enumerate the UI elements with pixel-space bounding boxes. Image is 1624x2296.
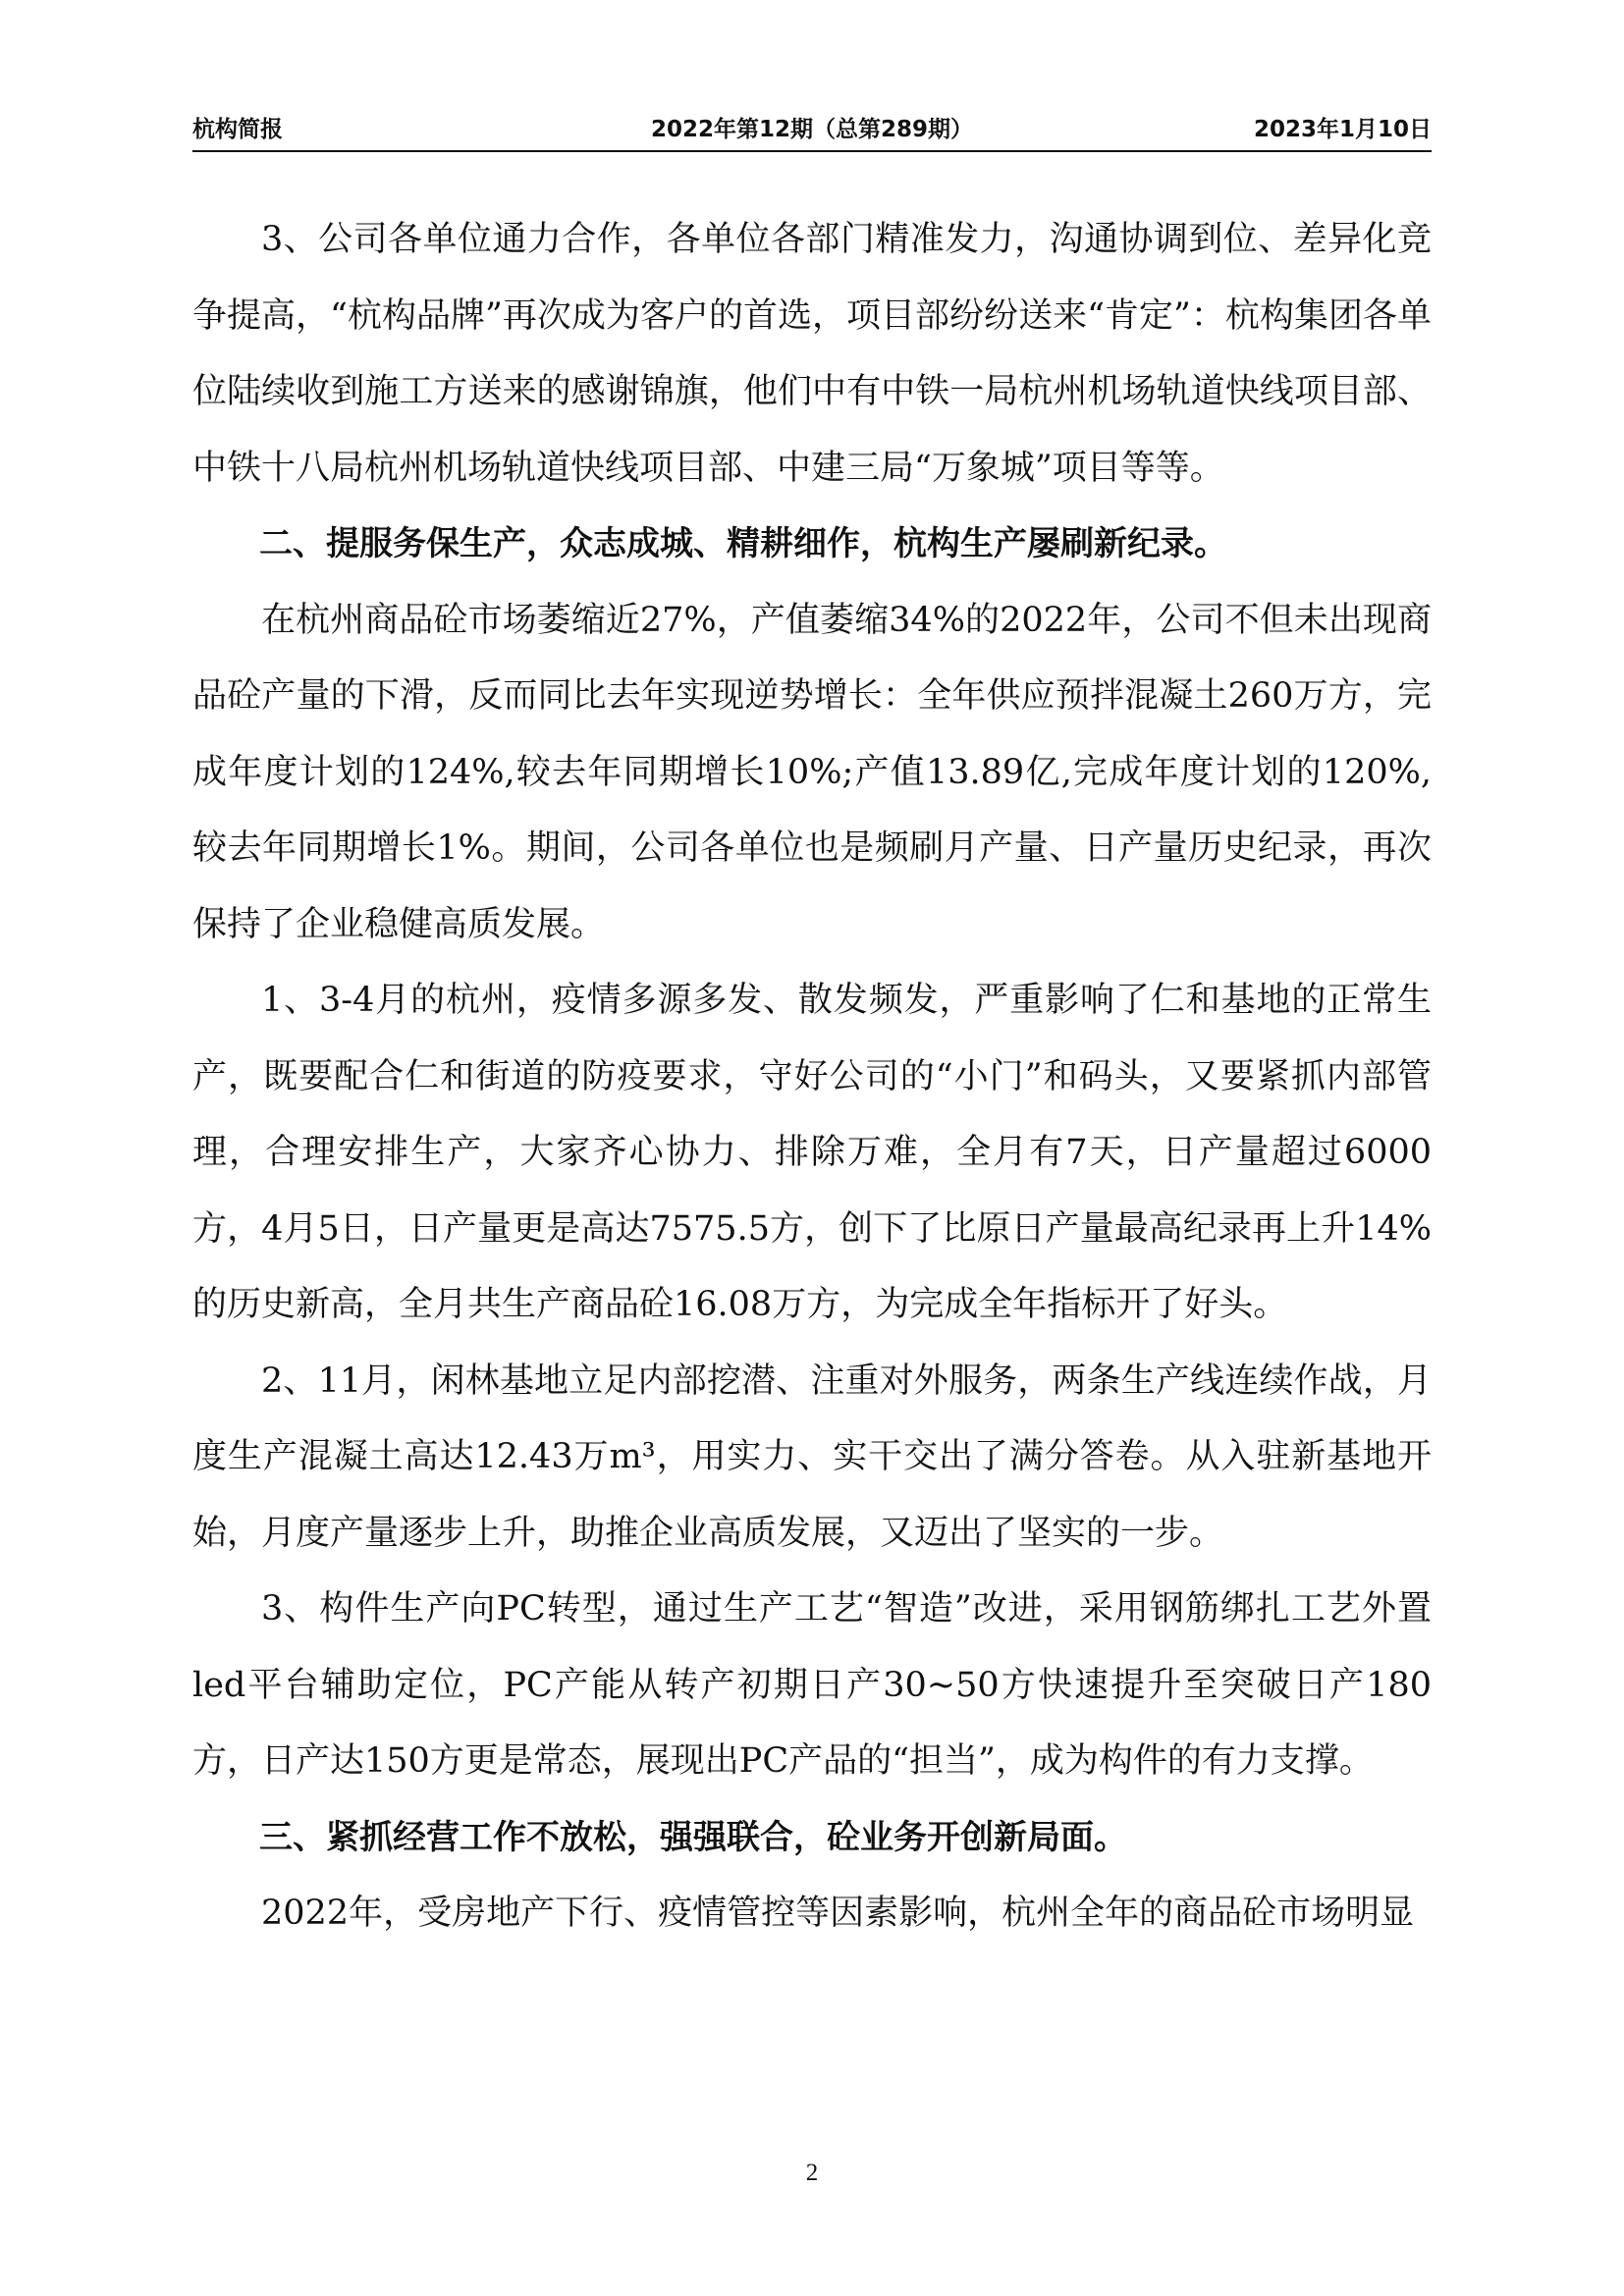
section-heading-production: 二、提服务保生产，众志成城、精耕细作，杭构生产屡刷新纪录。: [259, 524, 1227, 563]
issue-date: 2023年1月10日: [1253, 117, 1432, 142]
paragraph-renhe-base: 1、3-4月的杭州，疫情多源多发、散发频发，严重影响了仁和基地的正常生产，既要配合仁和街道的防疫要求，守好公司的“小门”和码头，又要紧抓内部管理，合理安排生产，大家齐心协力、排除万难，全月有7天，日产量超过6000方，4月5日，日产量更是高达7575.5方，创下了比原日产量最高纪录再上升14%的历史新高，全月共生产商品砼16.08万方，为完成全年指标开了好头。: [192, 981, 1432, 1324]
paragraph-pc-transformation: 3、构件生产向PC转型，通过生产工艺“智造”改进，采用钢筋绑扎工艺外置led平台辅助定位，PC产能从转产初期日产30~50方快速提升至突破日产180方，日产达150方更是常态，展现出PC产品的“担当”，成为构件的有力支撑。: [192, 1589, 1432, 1781]
paragraph-annual-output: 在杭州商品砼市场萎缩近27%，产值萎缩34%的2022年，公司不但未出现商品砼产量的下滑，反而同比去年实现逆势增长：全年供应预拌混凝土260万方，完成年度计划的124%,较去年同期增长10%;产值13.89亿,完成年度计划的120%,较去年同期增长1%。期间，公司各单位也是频刷月产量、日产量历史纪录，再次保持了企业稳健高质发展。: [192, 600, 1432, 944]
paragraph-market-2022: 2022年，受房地产下行、疫情管控等因素影响，杭州全年的商品砼市场明显: [261, 1894, 1415, 1933]
issue-number: 2022年第12期（总第289期）: [650, 117, 974, 142]
header-divider: [192, 150, 1432, 152]
bulletin-title: 杭构简报: [192, 117, 283, 142]
document-body: [192, 202, 1432, 1952]
paragraph-gratitude-banners: 3、公司各单位通力合作，各单位各部门精准发力，沟通协调到位、差异化竞争提高，“杭构品牌”再次成为客户的首选，项目部纷纷送来“肯定”：杭构集团各单位陆续收到施工方送来的感谢锦旗，他们中有中铁一局杭州机场轨道快线项目部、中铁十八局杭州机场轨道快线项目部、中建三局“万象城”项目等等。: [192, 220, 1432, 488]
page-header: [192, 110, 1432, 149]
page-number: 2: [805, 2160, 819, 2186]
section-heading-operations: 三、紧抓经营工作不放松，强强联合，砼业务开创新局面。: [259, 1817, 1127, 1857]
paragraph-xianlin-base: 2、11月，闲林基地立足内部挖潜、注重对外服务，两条生产线连续作战，月度生产混凝土高达12.43万m³，用实力、实干交出了满分答卷。从入驻新基地开始，月度产量逐步上升，助推企业高质发展，又迈出了坚实的一步。: [192, 1361, 1432, 1553]
